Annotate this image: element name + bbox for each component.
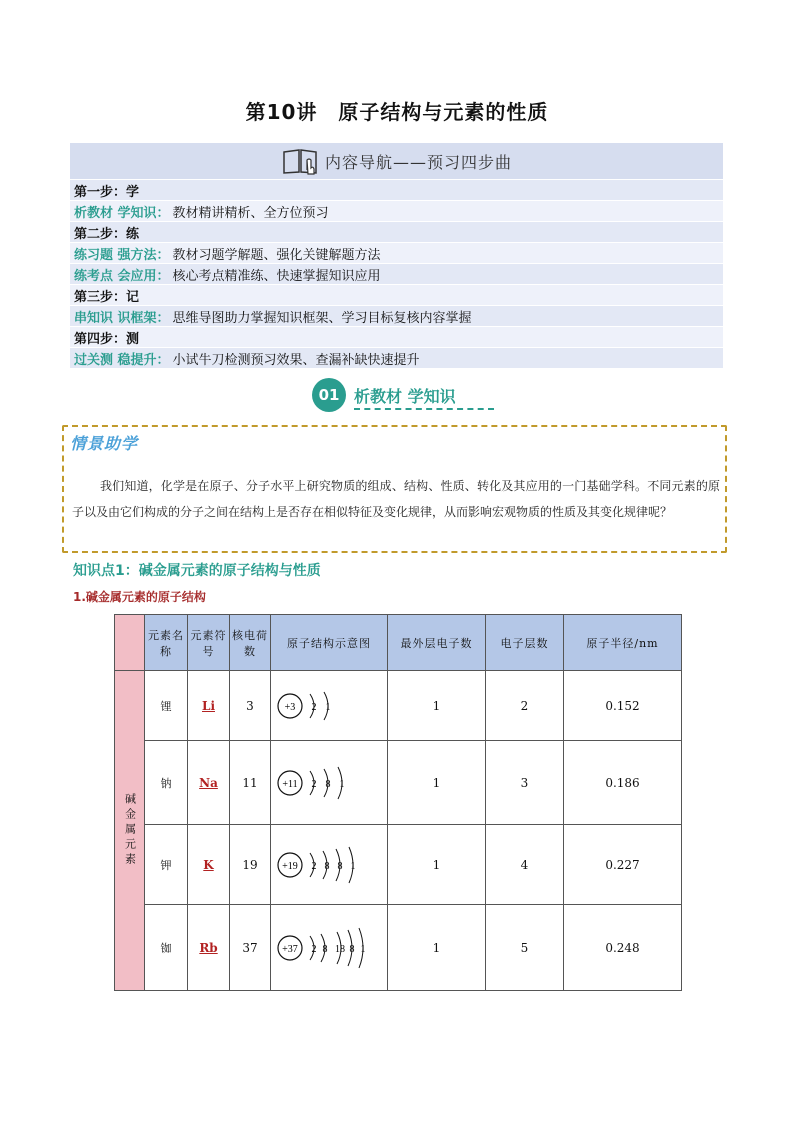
shell-electron-count: 1 xyxy=(350,860,356,872)
shell-electron-count: 18 xyxy=(335,943,345,955)
nav-item-text: 核心考点精准练、快速掌握知识应用 xyxy=(172,268,381,284)
element-symbol-cell xyxy=(188,671,230,741)
content-nav xyxy=(70,143,723,370)
element-symbol-link[interactable]: K xyxy=(203,857,214,872)
header-shell-count: 电子层数 xyxy=(486,615,564,671)
nucleus-charge: +19 xyxy=(282,860,298,872)
atomic-radius-cell: 0.152 xyxy=(564,671,682,741)
context-text: 我们知道，化学是在原子、分子水平上研究物质的组成、结构、性质、转化及其应用的一门基础学科。不同元素的原子以及由它们构成的分子之间在结构上是否存在相似特征及变化规律，从而影响宏观物质的性质及其变化规律呢？ xyxy=(72,479,720,519)
section-badge xyxy=(312,378,492,412)
page-title: 第10讲 原子结构与元素的性质 xyxy=(245,100,549,124)
category-cell: 碱金属元素 xyxy=(115,671,145,991)
element-symbol-cell xyxy=(188,741,230,825)
section-label: 析教材 学知识 xyxy=(354,387,456,406)
table-row xyxy=(115,825,682,905)
nav-item-text: 思维导图助力掌握知识框架、学习目标复核内容掌握 xyxy=(172,310,472,326)
nav-row xyxy=(70,285,723,305)
context-tag: 情景助学 xyxy=(70,434,139,453)
shell-electron-count: 2 xyxy=(311,860,317,872)
shell-electron-count: 2 xyxy=(311,943,317,955)
nav-row xyxy=(70,243,723,263)
table-row xyxy=(115,905,682,991)
nav-row xyxy=(70,348,723,368)
outer-electron-cell: 1 xyxy=(388,671,486,741)
header-atomic-radius: 原子半径/nm xyxy=(564,615,682,671)
table-row xyxy=(115,741,682,825)
context-box xyxy=(62,425,727,553)
nuclear-charge-cell: 11 xyxy=(230,741,271,825)
table-header-row xyxy=(115,615,682,671)
element-name-cell: 锂 xyxy=(145,671,188,741)
nav-item-text: 小试牛刀检测预习效果、查漏补缺快速提升 xyxy=(172,352,420,368)
outer-electron-cell: 1 xyxy=(388,905,486,991)
element-name-cell: 钠 xyxy=(145,741,188,825)
shell-count-cell: 2 xyxy=(486,671,564,741)
nav-header-label: 内容导航——预习四步曲 xyxy=(324,152,512,172)
nuclear-charge-cell: 3 xyxy=(230,671,271,741)
nav-item-tag: 析教材 学知识： xyxy=(74,205,170,221)
nucleus-charge: +3 xyxy=(284,701,296,713)
header-element-symbol: 元素符号 xyxy=(188,615,230,671)
nuclear-charge-cell: 19 xyxy=(230,825,271,905)
element-symbol-cell xyxy=(188,825,230,905)
element-symbol-link[interactable]: Na xyxy=(199,775,218,790)
shell-electron-count: 8 xyxy=(337,860,343,872)
header-element-name: 元素名称 xyxy=(145,615,188,671)
shell-count-cell: 4 xyxy=(486,825,564,905)
element-symbol-link[interactable]: Li xyxy=(202,698,215,713)
outer-electron-cell: 1 xyxy=(388,825,486,905)
shell-electron-count: 1 xyxy=(325,701,331,713)
atomic-radius-cell: 0.186 xyxy=(564,741,682,825)
nav-header xyxy=(70,143,723,179)
nucleus-charge: +11 xyxy=(282,778,298,790)
shell-electron-count: 2 xyxy=(311,778,317,790)
atomic-diagram-cell xyxy=(271,671,388,741)
shell-electron-count: 2 xyxy=(311,701,317,713)
shell-electron-count: 8 xyxy=(325,778,331,790)
alkali-metal-table xyxy=(114,614,682,991)
shell-count-cell: 5 xyxy=(486,905,564,991)
table-row xyxy=(115,671,682,741)
outer-electron-cell: 1 xyxy=(388,741,486,825)
nucleus-charge: +37 xyxy=(282,943,298,955)
book-icon xyxy=(281,146,321,176)
header-outer-electrons: 最外层电子数 xyxy=(388,615,486,671)
shell-electron-count: 8 xyxy=(324,860,330,872)
knowledge-point-title: 知识点1：碱金属元素的原子结构与性质 xyxy=(73,563,321,579)
atomic-structure-diagram xyxy=(274,753,384,813)
header-atomic-diagram: 原子结构示意图 xyxy=(271,615,388,671)
nav-step-label: 第四步：测 xyxy=(74,331,140,347)
nav-item-text: 教材习题学解题、强化关键解题方法 xyxy=(172,247,381,263)
atomic-structure-diagram xyxy=(274,835,384,895)
shell-electron-count: 1 xyxy=(339,778,345,790)
nav-row xyxy=(70,264,723,284)
nuclear-charge-cell: 37 xyxy=(230,905,271,991)
element-symbol-cell xyxy=(188,905,230,991)
nav-row xyxy=(70,180,723,200)
nav-item-tag: 练习题 强方法： xyxy=(74,247,170,263)
atomic-structure-diagram xyxy=(274,918,384,978)
nav-row xyxy=(70,327,723,347)
knowledge-point-subtitle: 1.碱金属元素的原子结构 xyxy=(73,590,206,604)
nav-step-label: 第一步：学 xyxy=(74,184,140,200)
nav-item-tag: 过关测 稳提升： xyxy=(74,352,170,368)
shell-electron-count: 8 xyxy=(322,943,328,955)
atomic-radius-cell: 0.227 xyxy=(564,825,682,905)
nav-item-text: 教材精讲精析、全方位预习 xyxy=(172,205,329,221)
nav-step-label: 第三步：记 xyxy=(74,289,140,305)
element-name-cell: 铷 xyxy=(145,905,188,991)
header-category xyxy=(115,615,145,671)
atomic-diagram-cell xyxy=(271,825,388,905)
nav-row xyxy=(70,222,723,242)
atomic-diagram-cell xyxy=(271,741,388,825)
nav-row xyxy=(70,201,723,221)
atomic-structure-diagram xyxy=(274,676,384,736)
section-number: 01 xyxy=(312,378,346,412)
shell-electron-count: 8 xyxy=(349,943,355,955)
atomic-radius-cell: 0.248 xyxy=(564,905,682,991)
element-symbol-link[interactable]: Rb xyxy=(199,940,218,955)
atomic-diagram-cell xyxy=(271,905,388,991)
header-nuclear-charge: 核电荷数 xyxy=(230,615,271,671)
section-underline xyxy=(354,408,494,410)
shell-electron-count: 1 xyxy=(360,943,366,955)
shell-count-cell: 3 xyxy=(486,741,564,825)
nav-row xyxy=(70,306,723,326)
nav-item-tag: 练考点 会应用： xyxy=(74,268,170,284)
element-name-cell: 钾 xyxy=(145,825,188,905)
nav-step-label: 第二步：练 xyxy=(74,226,140,242)
nav-item-tag: 串知识 识框架： xyxy=(74,310,170,326)
